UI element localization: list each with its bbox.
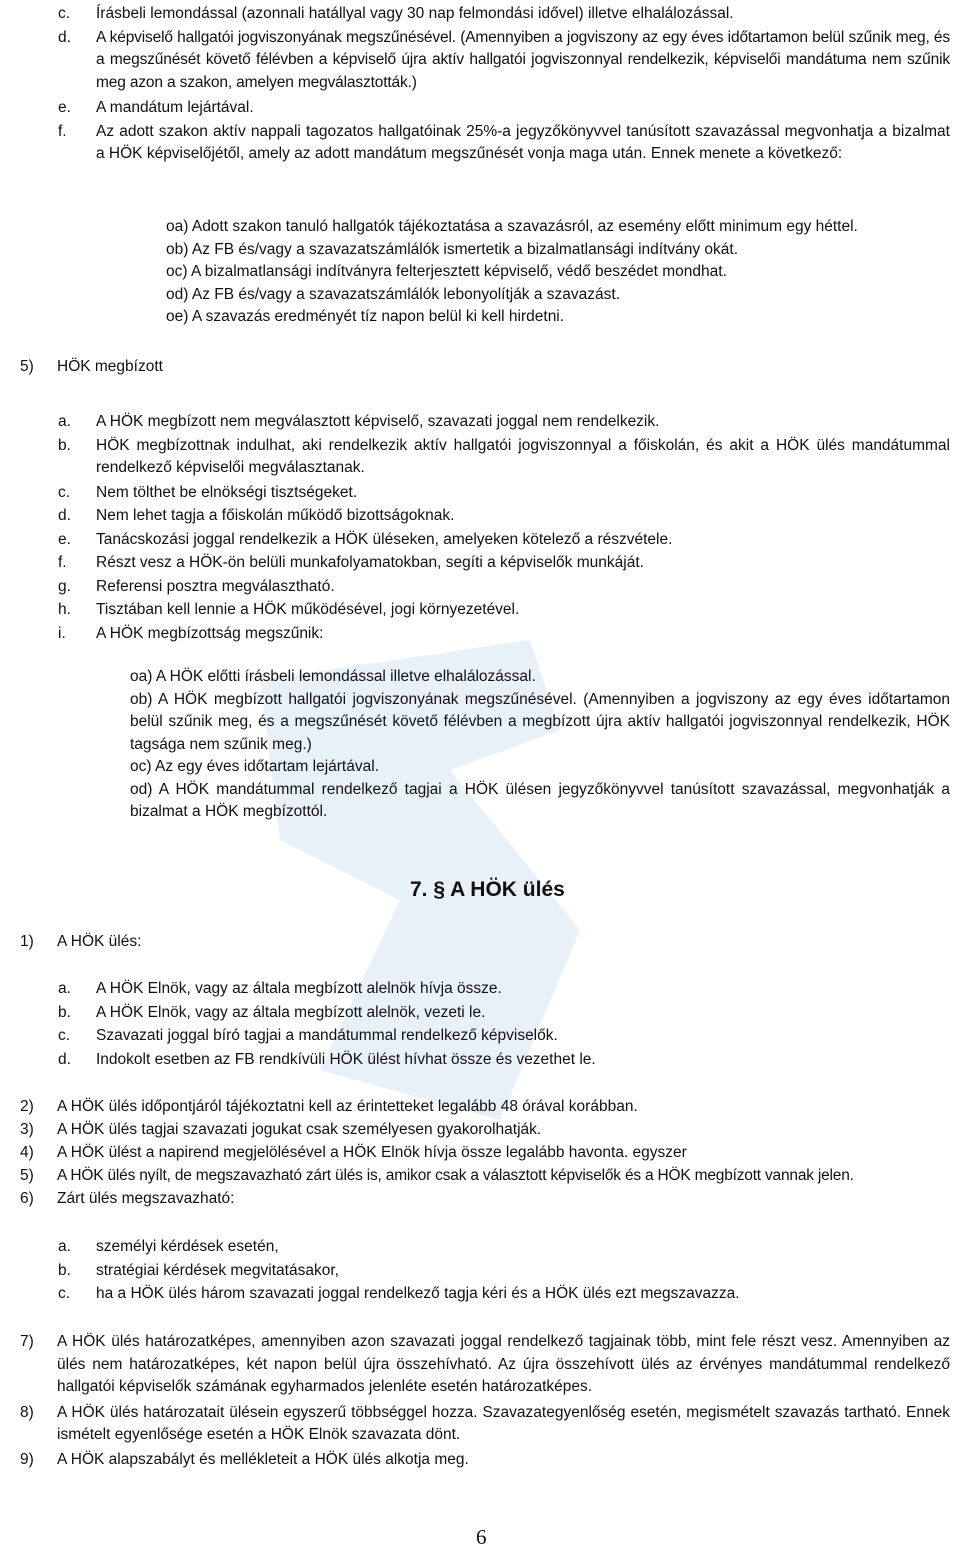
item-number: 2) (20, 1098, 34, 1115)
list-label: c. (58, 1027, 71, 1044)
list-item (58, 576, 950, 600)
list-label: c. (58, 483, 71, 501)
numbered-item (20, 1331, 950, 1402)
list-text: ha a HÖK ülés három szavazati joggal rendelkező tagja kéri és a HÖK ülés ezt megszavazza. (96, 1285, 740, 1302)
sub-step: ob) Az FB és/vagy a szavazatszámlálók ismertetik a bizalmatlansági indítvány okát. (166, 240, 739, 258)
list-text: stratégiai kérdések megvitatásakor, (96, 1261, 339, 1279)
list-text: A HÖK megbízottság megszűnik: (96, 624, 324, 642)
list-item (58, 435, 950, 482)
list-label: c. (58, 1285, 71, 1302)
list-item (58, 552, 950, 576)
list-label: c. (58, 5, 71, 22)
list-item (58, 3, 950, 27)
list-label: a. (58, 1238, 71, 1255)
list-text: Részt vesz a HÖK-ön belüli munkafolyamatokban, segíti a képviselők munkáját. (96, 554, 644, 571)
section-heading (20, 356, 163, 379)
item-number: 9) (20, 1450, 34, 1468)
list-label: g. (58, 577, 71, 595)
sub-step: oe) A szavazás eredményét tíz napon belül ki kell hirdetni. (166, 308, 565, 325)
list-item (58, 505, 950, 529)
item-text: A HÖK ülés időpontjáról tájékoztatni kell az érintetteket legalább 48 órával korábban. (57, 1098, 638, 1115)
item-text: A HÖK ülés határozatait ülésein egyszerű többséggel hozza. Szavazategyenlőség esetén, megismételt szavazás tartható. Ennek ismételt egyenlősége esetén a HÖK Elnök szavazata dönt. (57, 1403, 950, 1443)
list-text: A HÖK Elnök, vagy az általa megbízott alelnök, vezeti le. (96, 1003, 486, 1021)
list-item (58, 27, 950, 98)
item-number: 7) (20, 1333, 34, 1350)
list-label: i. (58, 624, 66, 642)
numbered-item (20, 1096, 950, 1119)
list-text: A HÖK megbízott nem megválasztott képviselő, szavazati joggal nem rendelkezik. (96, 413, 660, 430)
sub-step: ob) A HÖK megbízott hallgatói jogviszonyának megszűnésével. (Amennyiben a jogviszony az egy éves időtartamon belül szűnik meg, és a megszűnését követő félévben a megbízott újra aktív hallgatói jogviszonnyal rendelkezik, HÖK tagsága nem szűnik meg.) (130, 690, 950, 753)
list-item (58, 1049, 950, 1073)
item-number: 4) (20, 1144, 34, 1161)
item-text: A HÖK ülés határozatképes, amennyiben azon szavazati joggal rendelkező tagjainak több, mint fele részt vesz. Amennyiben az ülés nem határozatképes, két napon belül újra összehívható. Az újra összehívott ülés az érvényes mandátummal rendelkező hallgatói képviselők számának egyharmados jelenléte esetén határozatképes. (57, 1333, 950, 1395)
item-number: 6) (20, 1190, 34, 1207)
f-steps (166, 216, 956, 329)
list-label: b. (58, 436, 71, 454)
numbered-list-a (20, 1096, 950, 1211)
list-text: Nem lehet tagja a főiskolán működő bizottságoknak. (96, 507, 455, 524)
list-item (58, 623, 950, 647)
list-text: HÖK megbízottnak indulhat, aki rendelkezik aktív hallgatói jogviszonnyal a főiskolán, és akit a HÖK ülés mandátummal rendelkező képviselői megválasztanak. (96, 436, 950, 476)
closed-session-list (58, 1236, 950, 1307)
megbizott-list (58, 411, 950, 646)
list-label: d. (58, 1050, 71, 1068)
numbered-list-b (20, 1331, 950, 1472)
numbered-item (20, 1142, 950, 1165)
item-number: 8) (20, 1403, 34, 1421)
page-number: 6 (476, 1525, 487, 1549)
list-text: A HÖK Elnök, vagy az általa megbízott alelnök hívja össze. (96, 980, 502, 997)
numbered-item (20, 1449, 950, 1472)
list-label: b. (58, 1003, 71, 1021)
list-item (58, 97, 950, 121)
section-title: A HÖK ülés: (57, 933, 142, 950)
item-number: 3) (20, 1121, 34, 1138)
item-text: A HÖK ülést a napirend megjelölésével a HÖK Elnök hívja össze legalább havonta. egyszer (57, 1144, 687, 1161)
list-text: A képviselő hallgatói jogviszonyának megszűnésével. (Amennyiben a jogviszony az egy éves időtartamon belül szűnik meg, és a megszűnését követő félévben a képviselő újra aktív hallgatói jogviszonnyal rendelkezik, képviselői mandátuma nem szűnik meg azon a szakon, amelyen megválasztották.) (96, 28, 950, 91)
list-item (58, 1025, 950, 1049)
item-text: A HÖK ülés nyílt, de megszavazható zárt ülés is, amikor csak a választott képviselők és a HÖK megbízott vannak jelen. (57, 1167, 854, 1184)
list-label: h. (58, 601, 71, 618)
list-item (58, 1002, 950, 1026)
list-item (58, 978, 950, 1002)
list-text: Indokolt esetben az FB rendkívüli HÖK ülést hívhat össze és vezethet le. (96, 1050, 596, 1068)
list-label: f. (58, 122, 67, 140)
i-steps (130, 666, 950, 824)
list-label: d. (58, 507, 71, 524)
item-text: A HÖK ülés tagjai szavazati jogukat csak személyesen gyakorolhatják. (57, 1121, 542, 1138)
sub-step: oc) A bizalmatlansági indítványra felterjesztett képviselő, védő beszédet mondhat. (166, 263, 727, 280)
list-text: Referensi posztra megválasztható. (96, 577, 335, 595)
list-label: d. (58, 28, 71, 46)
sub-step: oa) Adott szakon tanuló hallgatók tájékoztatása a szavazásról, az esemény előtt minimum egy héttel. (166, 218, 858, 235)
list-text: személyi kérdések esetén, (96, 1238, 279, 1255)
sub-step: od) A HÖK mandátummal rendelkező tagjai a HÖK ülésen jegyzőkönyvvel tanúsított szavazással, megvonhatják a bizalmat a HÖK megbízottól. (130, 780, 950, 820)
list-item (58, 411, 950, 435)
numbered-item (20, 1119, 950, 1142)
section-number: 1) (20, 933, 34, 950)
list-text: Az adott szakon aktív nappali tagozatos hallgatóinak 25%-a jegyzőkönyvvel tanúsított szavazással megvonhatja a bizalmat a HÖK képviselőjétől, amely az adott mandátum megszűnését vonja maga után. Ennek menete a következő: (96, 122, 950, 162)
section-heading (20, 931, 141, 954)
list-text: Tanácskozási joggal rendelkezik a HÖK üléseken, amelyeken kötelező a részvétele. (96, 530, 673, 548)
item-text: A HÖK alapszabályt és mellékleteit a HÖK ülés alkotja meg. (57, 1450, 469, 1468)
list-label: a. (58, 413, 71, 430)
list-item (58, 121, 950, 166)
numbered-item (20, 1165, 950, 1188)
list-label: e. (58, 530, 71, 548)
sub-step: oc) Az egy éves időtartam lejártával. (130, 758, 379, 775)
item-number: 5) (20, 1167, 34, 1184)
list-item (58, 1260, 950, 1284)
list-item (58, 482, 950, 506)
list-text: Tisztában kell lennie a HÖK működésével, jogi környezetével. (96, 601, 520, 618)
list-item (58, 599, 950, 623)
list-text: Nem tölthet be elnökségi tisztségeket. (96, 483, 358, 501)
list-item (58, 1236, 950, 1260)
section-title: HÖK megbízott (57, 358, 163, 375)
sub-step: od) Az FB és/vagy a szavazatszámlálók lebonyolítják a szavazást. (166, 285, 621, 303)
chapter-heading: 7. § A HÖK ülés (410, 878, 565, 901)
list-text: Írásbeli lemondással (azonnali hatállyal vagy 30 nap felmondási idővel) illetve elhalálozással. (96, 5, 734, 22)
item-text: Zárt ülés megszavazható: (57, 1190, 235, 1207)
list-label: e. (58, 99, 71, 116)
list-label: f. (58, 554, 67, 571)
ules-list (58, 978, 950, 1072)
list-item (58, 1283, 950, 1307)
section-number: 5) (20, 358, 34, 375)
list-label: b. (58, 1261, 71, 1279)
list-text: A mandátum lejártával. (96, 99, 254, 116)
sub-step: oa) A HÖK előtti írásbeli lemondással illetve elhalálozással. (130, 668, 536, 685)
top-list (58, 3, 950, 166)
list-label: a. (58, 980, 71, 997)
numbered-item (20, 1402, 950, 1449)
list-text: Szavazati joggal bíró tagjai a mandátummal rendelkező képviselők. (96, 1027, 558, 1044)
list-item (58, 529, 950, 553)
numbered-item (20, 1188, 950, 1211)
